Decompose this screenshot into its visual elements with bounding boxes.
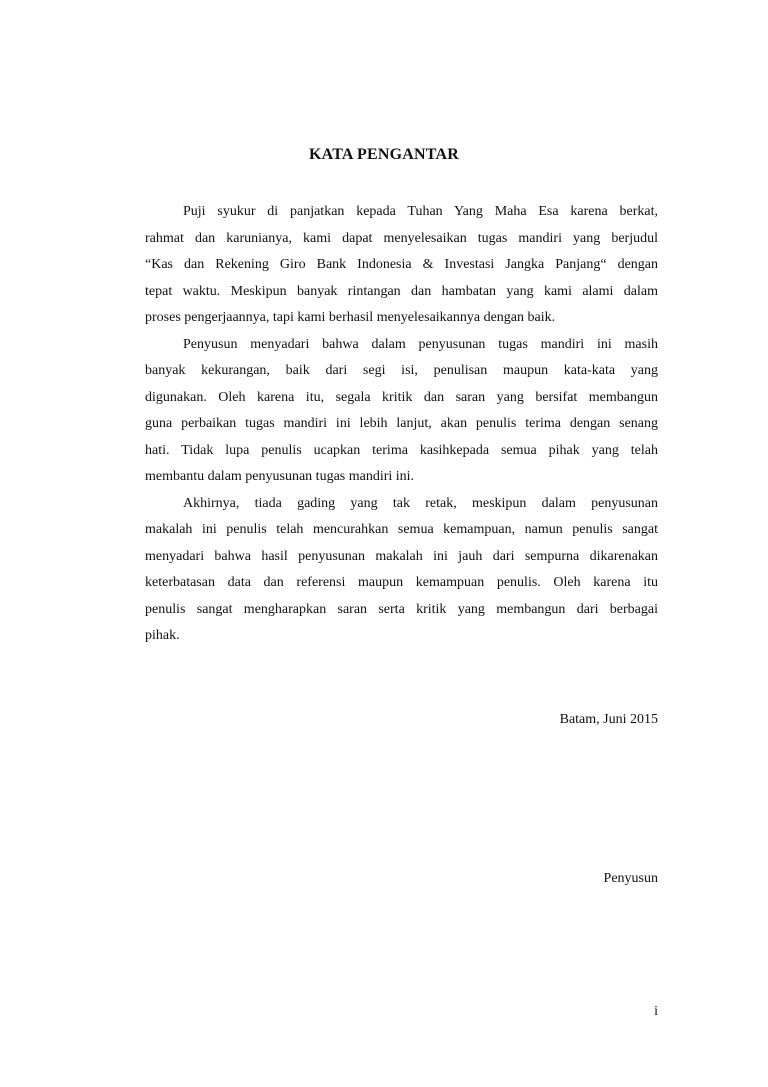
- text-line: rahmat dan karunianya, kami dapat menyelesaikan tugas mandiri yang berjudul: [145, 230, 658, 246]
- text-line: guna perbaikan tugas mandiri ini lebih lanjut, akan penulis terima dengan senang: [145, 416, 658, 431]
- text-line: Akhirnya, tiada gading yang tak retak, meskipun dalam penyusunan: [183, 495, 658, 511]
- place-date: Batam, Juni 2015: [559, 712, 658, 727]
- text-line: Penyusun menyadari bahwa dalam penyusunan tugas mandiri ini masih: [183, 336, 658, 352]
- text-line: makalah ini penulis telah mencurahkan semua kemampuan, namun penulis sangat: [145, 522, 658, 537]
- text-line: Puji syukur di panjatkan kepada Tuhan Yang Maha Esa karena berkat,: [183, 204, 658, 219]
- text-line: proses pengerjaannya, tapi kami berhasil menyelesaikannya dengan baik.: [145, 310, 556, 325]
- text-line: banyak kekurangan, baik dari segi isi, penulisan maupun kata-kata yang: [145, 363, 658, 378]
- text-line: membantu dalam penyusunan tugas mandiri ini.: [145, 469, 415, 484]
- page-number: i: [654, 1004, 658, 1019]
- page-title: KATA PENGANTAR: [309, 146, 459, 163]
- signature-label: Penyusun: [603, 871, 658, 886]
- text-line: keterbatasan data dan referensi maupun kemampuan penulis. Oleh karena itu: [145, 575, 658, 590]
- text-line: menyadari bahwa hasil penyusunan makalah ini jauh dari sempurna dikarenakan: [145, 548, 658, 564]
- paragraph-2: [145, 332, 658, 491]
- text-line: penulis sangat mengharapkan saran serta kritik yang membangun dari berbagai: [145, 601, 658, 617]
- text-line: pihak.: [145, 628, 180, 643]
- paragraph-3: [145, 491, 658, 650]
- document-body: [145, 199, 658, 650]
- text-line: digunakan. Oleh karena itu, segala kritik dan saran yang bersifat membangun: [145, 389, 658, 405]
- text-line: tepat waktu. Meskipun banyak rintangan dan hambatan yang kami alami dalam: [145, 283, 658, 299]
- text-line: hati. Tidak lupa penulis ucapkan terima kasihkepada semua pihak yang telah: [145, 442, 658, 458]
- paragraph-1: [145, 199, 658, 332]
- text-line: “Kas dan Rekening Giro Bank Indonesia & Investasi Jangka Panjang“ dengan: [145, 257, 658, 272]
